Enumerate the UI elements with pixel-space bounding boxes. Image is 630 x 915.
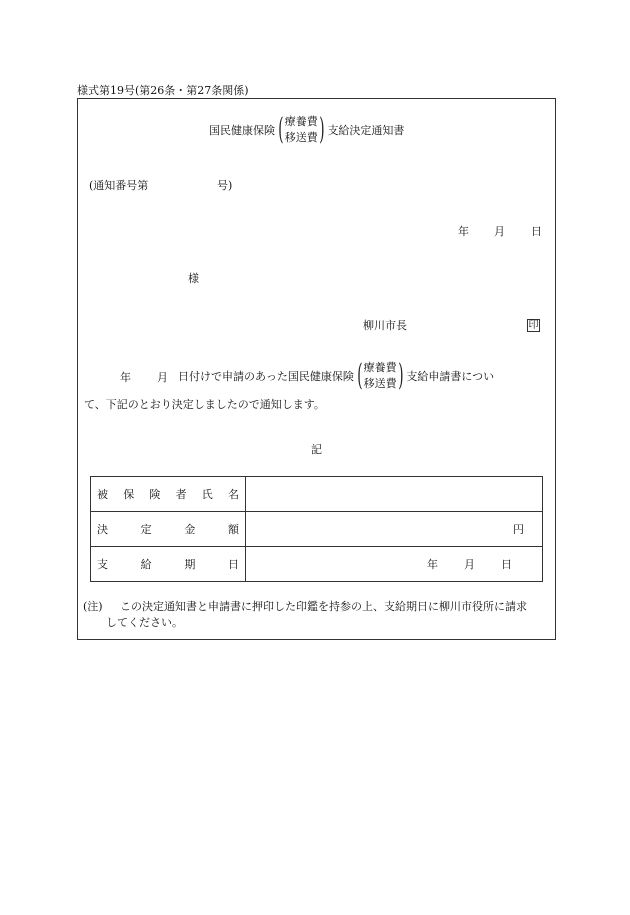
label-char: 決 (97, 523, 108, 536)
insured-name-label (91, 477, 246, 512)
payment-month: 月 (464, 558, 475, 571)
payment-year: 年 (427, 558, 438, 571)
label-char: 険 (149, 488, 161, 501)
label-char: 保 (123, 488, 135, 501)
body-line-2: て、下記のとおり決定しましたので通知します。 (84, 398, 325, 411)
title-options (285, 114, 318, 146)
payment-day: 日 (501, 558, 512, 571)
date-day: 日 (531, 225, 542, 238)
form-reference: 様式第19号(第26条・第27条関係) (77, 84, 249, 97)
label-char: 金 (184, 523, 196, 536)
label-char: 者 (175, 488, 187, 501)
notice-number-close: 号) (217, 179, 233, 192)
body-option-medical: 療養費 (363, 361, 397, 374)
title-option-medical: 療養費 (284, 115, 318, 128)
seal-mark: 印 (528, 320, 539, 331)
decided-amount-value: 円 (246, 512, 543, 547)
body-options (364, 360, 397, 392)
detail-table (90, 476, 543, 582)
issuer: 柳川市長 (363, 319, 407, 332)
body-line-1 (178, 360, 494, 392)
document-title (209, 114, 404, 146)
right-brace-icon: ) (397, 358, 404, 393)
body-month: 月 (157, 371, 168, 384)
left-brace-icon: ( (357, 358, 363, 393)
left-brace-icon: ( (278, 112, 284, 147)
label-char: 氏 (201, 488, 213, 501)
note-line-1: この決定通知書と申請書に押印した印鑑を持参の上、支給期日に柳川市役所に請求 (120, 600, 527, 613)
title-option-transport: 移送費 (284, 131, 318, 144)
table-row (91, 547, 543, 582)
note-line-2: してください。 (106, 616, 183, 629)
label-char: 被 (97, 488, 108, 501)
label-char: 名 (227, 488, 239, 501)
decided-amount-label (91, 512, 246, 547)
body-part-2: 支給申請書につい (406, 370, 495, 383)
table-row (91, 512, 543, 547)
date-year: 年 (458, 225, 469, 238)
body-option-transport: 移送費 (363, 377, 397, 390)
date-month: 月 (494, 225, 505, 238)
notice-number-open: (通知番号第 (89, 179, 149, 192)
body-year: 年 (120, 371, 131, 384)
ki-heading: 記 (311, 443, 322, 456)
table-row (91, 477, 543, 512)
body-part-1: 日付けで申請のあった国民健康保険 (178, 370, 354, 383)
label-char: 期 (184, 558, 196, 571)
addressee-suffix: 様 (188, 272, 199, 285)
label-char: 給 (140, 558, 152, 571)
payment-date-value (246, 547, 543, 582)
note-marker: (注) (83, 600, 103, 613)
right-brace-icon: ) (318, 112, 325, 147)
label-char: 定 (140, 523, 152, 536)
label-char: 日 (227, 558, 239, 571)
label-char: 額 (227, 523, 239, 536)
title-suffix: 支給決定通知書 (327, 124, 405, 137)
insured-name-value (246, 477, 543, 512)
payment-date-label (91, 547, 246, 582)
title-prefix: 国民健康保険 (209, 124, 275, 137)
label-char: 支 (97, 558, 108, 571)
